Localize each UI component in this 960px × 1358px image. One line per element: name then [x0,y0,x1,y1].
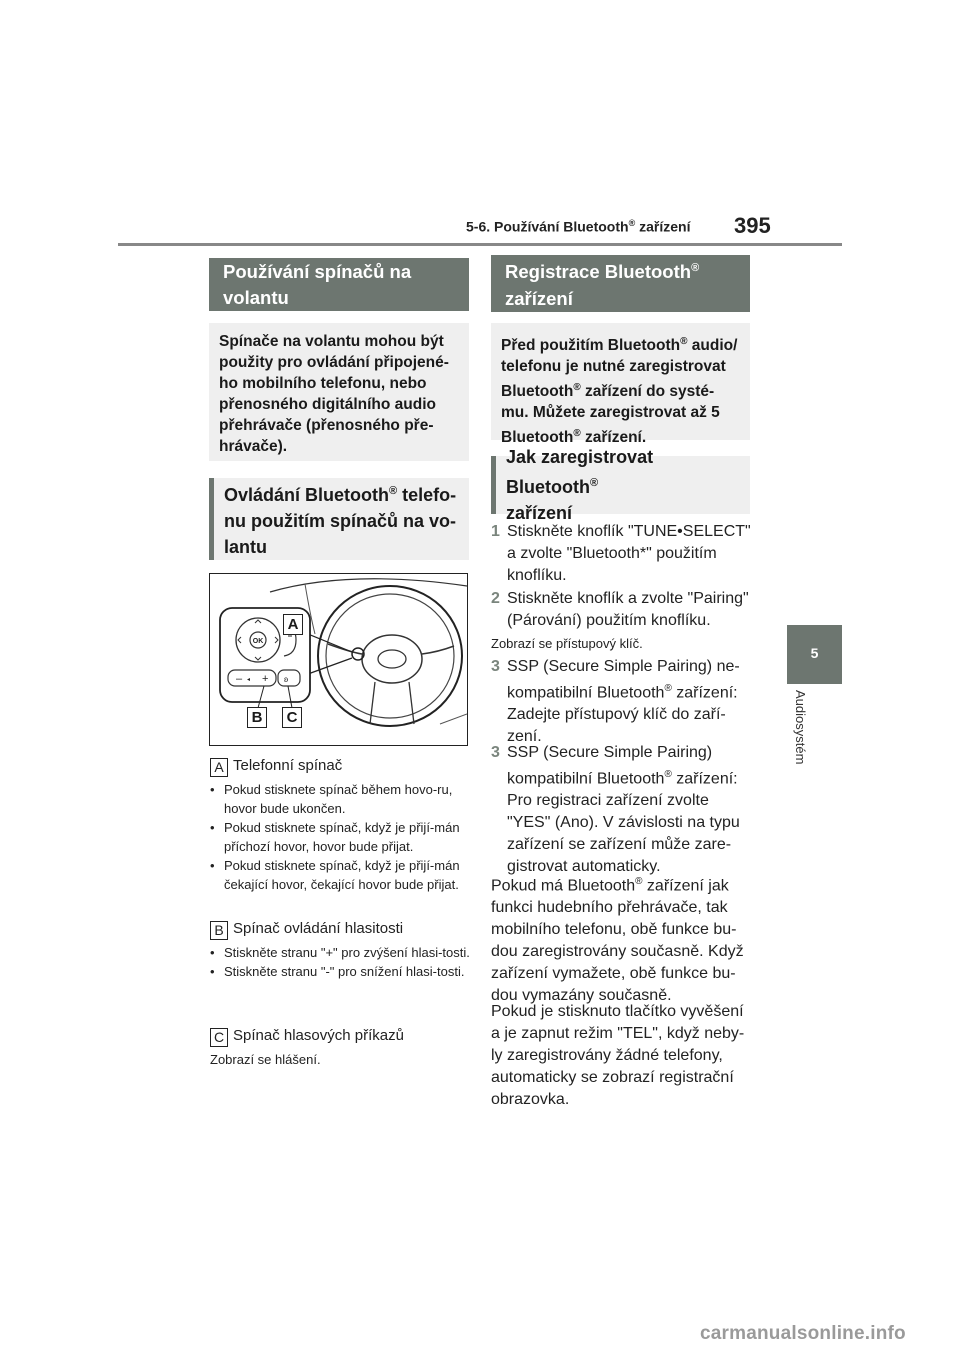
watermark: carmanualsonline.info [700,1323,906,1344]
paragraph-hang-up: Pokud je stisknuto tlačítko vyvěšení a je zapnut režim "TEL", když neby-ly zaregistrovány žádné telefony, automaticky se zobrazí registrační obrazovka. [491,1003,745,1108]
list-item: • Stiskněte stranu "-" pro snížení hlasi-tosti. [210,962,472,981]
left-subheading: Ovládání Bluetooth® telefo-nu použitím spínačů na vo-lantu [209,478,469,560]
item-c-note: Zobrazí se hlášení. [210,1052,321,1067]
page-number: 395 [734,213,771,238]
step-2-note: Zobrazí se přístupový klíč. [491,636,643,651]
list-item: • Stiskněte stranu "+" pro zvýšení hlasi-tosti. [210,943,472,962]
section-title: 5-6. Používání Bluetooth® zařízení [466,218,691,235]
step-3a: 3 SSP (Secure Simple Pairing) ne-kompatibilní Bluetooth® zařízení: Zadejte přístupový klíč do zaří-zení. [491,658,740,746]
item-c-label: C Spínač hlasových příkazů [210,1027,404,1047]
callout-a: A [210,758,228,777]
callout-a-marker: A [283,614,303,635]
header-rule [118,243,842,246]
item-b-bullets [210,943,472,981]
left-heading: Používání spínačů na volantu [209,258,469,311]
step-3b: 3 SSP (Secure Simple Pairing) kompatibilní Bluetooth® zařízení: Pro registraci zařízení zvolte "YES" (Ano). V závislosti na typu zařízení se zařízení může zare-gistrovat automaticky. [491,744,740,876]
step-1: 1 Stiskněte knoflík "TUNE•SELECT" a zvolte "Bluetooth*" použitím knoflíku. [491,523,751,584]
item-a-label: A Telefonní spínač [210,757,342,777]
chapter-label: Audiosystém [793,690,808,765]
right-info-box: Před použitím Bluetooth® audio/ telefonu je nutné zaregistrovat Bluetooth® zařízení do systé-mu. Můžete zaregistrovat až 5 Bluetooth® zařízení. [491,323,750,440]
callout-c: C [210,1028,228,1047]
item-a-bullets [210,780,472,894]
list-item: • Pokud stisknete spínač, když je přijí-mán čekající hovor, čekající hovor bude přijat. [210,856,472,894]
ok-label: OK [252,638,264,645]
paragraph-dual-function: Pokud má Bluetooth® zařízení jak funkci hudebního přehrávače, tak mobilního telefonu, obě funkce bu-dou zaregistrovány současně. Když zařízení vymažete, obě funkce bu-dou vymazány současně. [491,876,744,1005]
callout-b-marker: B [247,707,267,728]
svg-text:–: – [236,673,243,685]
step-2: 2 Stiskněte knoflík a zvolte "Pairing" (Párování) použitím knoflíku. [491,590,749,629]
list-item: • Pokud stisknete spínač během hovo-ru, hovor bude ukončen. [210,780,472,818]
chapter-number: 5 [810,645,819,661]
svg-text:+: + [262,673,269,685]
left-intro-box: Spínače na volantu mohou být použity pro ovládání připojené-ho mobilního telefonu, nebo přenosného digitálního audio přehrávače (přenosného pře-hrávače). [209,323,469,461]
callout-b: B [210,921,228,940]
steering-switches-illustration [209,573,468,746]
item-b-label: B Spínač ovládání hlasitosti [210,920,403,940]
svg-text:◂: ◂ [247,677,251,683]
list-item: • Pokud stisknete spínač, když je přijí-mán příchozí hovor, hovor bude přijat. [210,818,472,856]
svg-text:ʚ: ʚ [284,675,289,684]
right-subheading: Jak zaregistrovat Bluetooth® zařízení [491,456,750,514]
callout-c-marker: C [282,707,302,728]
right-heading: Registrace Bluetooth® zařízení [491,255,750,312]
